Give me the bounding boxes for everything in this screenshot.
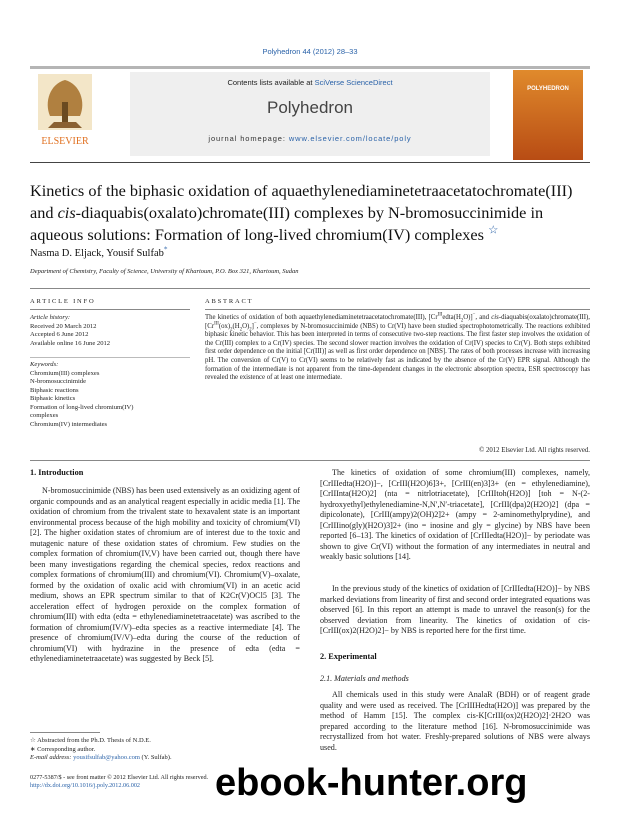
abstract-text: The kinetics of oxidation of both aquaethylenediaminetetraacetatochromate(III), $[Cr^{III}edta(H_2O)]^-$, and cis-diaquabis(oxalato)chromate(III), $[Cr^{III}(ox)_2(H_2O)_2]^-$, complexes by N-bromosuccinimide (NBS) to Cr(VI) have been studied spectrophotometrically. The reactions exhibited biphasic kinetic behavior. This has been interpreted in terms of consecutive two-step reactions. The first faster step involves the oxidation of the Cr(III) complex to a Cr(IV) species. The second slower reaction involves the oxidation of Cr(IV) species to Cr(V). Both steps exhibited first order dependence on the initial [Cr(III)] as well as first order dependence on [NBS]. The rates of both processes increase with increasing pH. The conversion of Cr(V) to Cr(VI) seems to be relatively fast as indicated by the absence of the Cr(V) EPR signal. Although the formation of the intermediate is not apparent from the time-dependent changes in the electronic absorption spectra, ESR spectroscopy has revealed the existence of at least one intermediate. [205, 312, 590, 382]
journal-cover-image [513, 70, 583, 160]
cover-title: POLYHEDRON [527, 86, 569, 92]
right-paragraph-3: All chemicals used in this study were AnalaR (BDH) or of reagent grade quality and were used as received. The [CrIIIHedta(H2O)] was prepared by the method of Hamm [15]. The complex cis-K[CrIII(ox)2(H2O)2]·2H2O was prepared according to the literature method [16]. N-bromosuccinimide was recrystallized from hot water. Freshly-prepared solutions of NBS were always used. [320, 690, 590, 752]
elsevier-logo [30, 72, 100, 150]
contents-prefix: Contents lists available at [227, 78, 315, 87]
footnote-thesis: ☆ Abstracted from the Ph.D. Thesis of N.D.E. [30, 737, 151, 744]
homepage-prefix: journal homepage: [208, 134, 289, 143]
watermark: ebook-hunter.org [215, 762, 528, 804]
journal-homepage [130, 134, 490, 143]
article-history: Article history: Received 20 March 2012 Accepted 6 June 2012 Available online 16 June 2012 [30, 314, 111, 347]
section-divider [30, 288, 590, 289]
introduction-heading: 1. Introduction [30, 468, 84, 477]
authors: Nasma D. Eljack, Yousif Sulfab* [30, 244, 168, 259]
header-divider [30, 162, 590, 163]
abstract-heading: ABSTRACT [205, 298, 254, 305]
publisher-name: ELSEVIER [41, 136, 89, 147]
footnote-email: E-mail address: yousifsulfab@yahoo.com (Y. Sulfab). [30, 754, 172, 762]
journal-reference[interactable]: Polyhedron 44 (2012) 28–33 [262, 47, 358, 56]
doi-link[interactable]: http://dx.doi.org/10.1016/j.poly.2012.06.002 [30, 782, 141, 789]
info-rule [30, 309, 190, 310]
affiliation: Department of Chemistry, Faculty of Science, University of Khartoum, P.O. Box 321, Khartoum, Sudan [30, 268, 299, 275]
sciencedirect-link[interactable]: SciVerse ScienceDirect [314, 78, 393, 87]
footnote-corresponding: ∗ Corresponding author. [30, 745, 96, 753]
abstract-copyright: © 2012 Elsevier Ltd. All rights reserved. [479, 447, 590, 454]
body-divider [30, 460, 590, 461]
keywords: Keywords: Chromium(III) complexes N-bromosuccinimide Biphasic reactions Biphasic kinetics Formation of long-lived chromium(IV) complexes Chromium(IV) intermediates [30, 361, 134, 428]
corresponding-author-marker[interactable]: * [163, 244, 168, 254]
footnotes [30, 737, 300, 763]
keywords-rule [30, 357, 190, 358]
abstract-rule [205, 309, 590, 310]
issn-line: 0277-5387/$ - see front matter © 2012 Elsevier Ltd. All rights reserved. [30, 774, 209, 781]
experimental-heading: 2. Experimental [320, 652, 377, 661]
footnote-rule [30, 732, 100, 733]
contents-line [130, 78, 490, 87]
introduction-paragraph: N-bromosuccinimide (NBS) has been used extensively as an oxidizing agent of organic compounds and as an analytical reagent especially in acidic media [1]. The oxidation of chromium from the trivalent state to hexavalent state is an important environmental process because of the high mobility and toxicity of chromium(VI) [2]. The higher oxidation states of chromium are of interest due to the toxic and mutagenic nature of these oxidation states of chromium. Few studies on the complex formation of chromium(IV,V) have been carried out, though there have been many investigations regarding the chemical species, redox reactions and complex formations of chromium(III) and chromium(VI). Chromium(V)–oxalate, formed by the oxidation of oxalic acid with chromium(VI) in an acetic acid medium, shows an EPR spectrum similar to that of K2Cr(V)OCl5 [3]. The acceleration effect of hydrogen peroxide on the complex formation of chromium(III) with edta (edta = ethylenediaminetetraacetate) was ascribed to the formation of chromium(IV/V)–edta species as a reactive intermediate [4]. The presence of chromium(IV/V)–edta during the course of the reduction of chromium(VI) with hydrazine in the presence of edta (edta = ethylenediaminetetraacetate) was suggested by Beck [5]. [30, 486, 300, 663]
right-paragraph-1: The kinetics of oxidation of some chromium(III) complexes, namely, [CrIIIedta(H2O)]−, [CrIII(H2O)6]3+, [CrIII(en)3]3+ (en = ethylenediamine), [CrIIInta(H2O)2] (nta = nitrlotriacetate), [CrIIItoh(H2O)] [toh = N-(2-hydroxyethyl)ethylenediamine-N,N′,N′-triacetate], [CrIII(dpa)2(H2O)2] (dpa = dipicolonate), [CrIII(ampy)2(OH)2]2+ (ampy = 2-aminomethylprydine), and [CrIIIino(gly)(H2O)3]2+ (ino = inosine and gly = glycine) by NBS have been reported [6–13]. The kinetics of oxidation of [CrIIIedta(H2O)]− by periodate was shown to give Cr(VI) without the formation of any intermediates in neutral and weakly basic solutions [14]. [320, 468, 590, 561]
methods-subheading: 2.1. Materials and methods [320, 674, 409, 683]
article-info-heading: ARTICLE INFO [30, 298, 96, 305]
article-title: Kinetics of the biphasic oxidation of aquaethylenediaminetetraacetatochromate(III) and cis-diaquabis(oxalato)chromate(III) complexes by N-bromosuccinimide in aqueous solutions: Formation of long-lived chromium(IV) complexes ☆ [30, 181, 573, 244]
title-footnote-marker[interactable]: ☆ [488, 224, 499, 237]
homepage-link[interactable]: www.elsevier.com/locate/poly [288, 134, 412, 143]
right-paragraph-2: In the previous study of the kinetics of oxidation of [CrIIIedta(H2O)]− by NBS marked deviations from linearity of first and second order integrated equations was observed [6]. In this report an attempt is made to unravel the reason(s) for the observed deviation from linearity. The kinetics of oxidation of cis-[CrIII(ox)2(H2O)2]− by NBS is reported here for the first time. [320, 584, 590, 635]
journal-title: Polyhedron [266, 98, 353, 117]
email-link[interactable]: yousifsulfab@yahoo.com [73, 754, 140, 762]
